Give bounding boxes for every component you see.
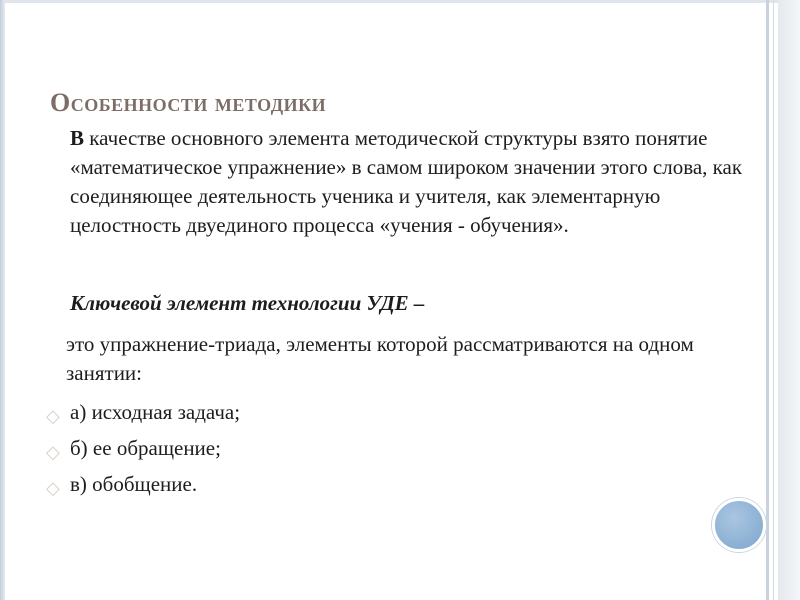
slide-title: Особенности методики bbox=[50, 88, 327, 117]
list-item-text: б) ее обращение; bbox=[70, 436, 221, 460]
intro-paragraph bbox=[70, 124, 750, 240]
decorative-circle-icon bbox=[712, 498, 766, 552]
right-decorative-strip bbox=[778, 0, 800, 600]
intro-lead-word: В bbox=[70, 126, 85, 150]
diamond-bullet-icon: ◇ bbox=[46, 406, 60, 427]
top-frame-border bbox=[0, 0, 800, 3]
key-statement: Ключевой элемент технологии УДЕ – bbox=[70, 291, 425, 315]
right-decorative-thin-rule bbox=[773, 0, 774, 600]
definition-paragraph: это упражнение-триада, элементы которой рассматриваются на одном занятии: bbox=[66, 332, 694, 385]
right-decorative-rule bbox=[766, 0, 769, 600]
diamond-bullet-icon: ◇ bbox=[46, 442, 60, 463]
left-frame-border bbox=[0, 0, 5, 600]
intro-text: качестве основного элемента методической структуры взято понятие «математическое упражнение» в самом широком значении этого слова, как соединяющее деятельность ученика и учителя, как элементарную целостность двуединого процесса «учения - обучения». bbox=[70, 126, 743, 237]
list-item-text: а) исходная задача; bbox=[70, 400, 241, 424]
diamond-bullet-icon: ◇ bbox=[46, 478, 60, 499]
list-item-text: в) обобщение. bbox=[70, 472, 198, 496]
